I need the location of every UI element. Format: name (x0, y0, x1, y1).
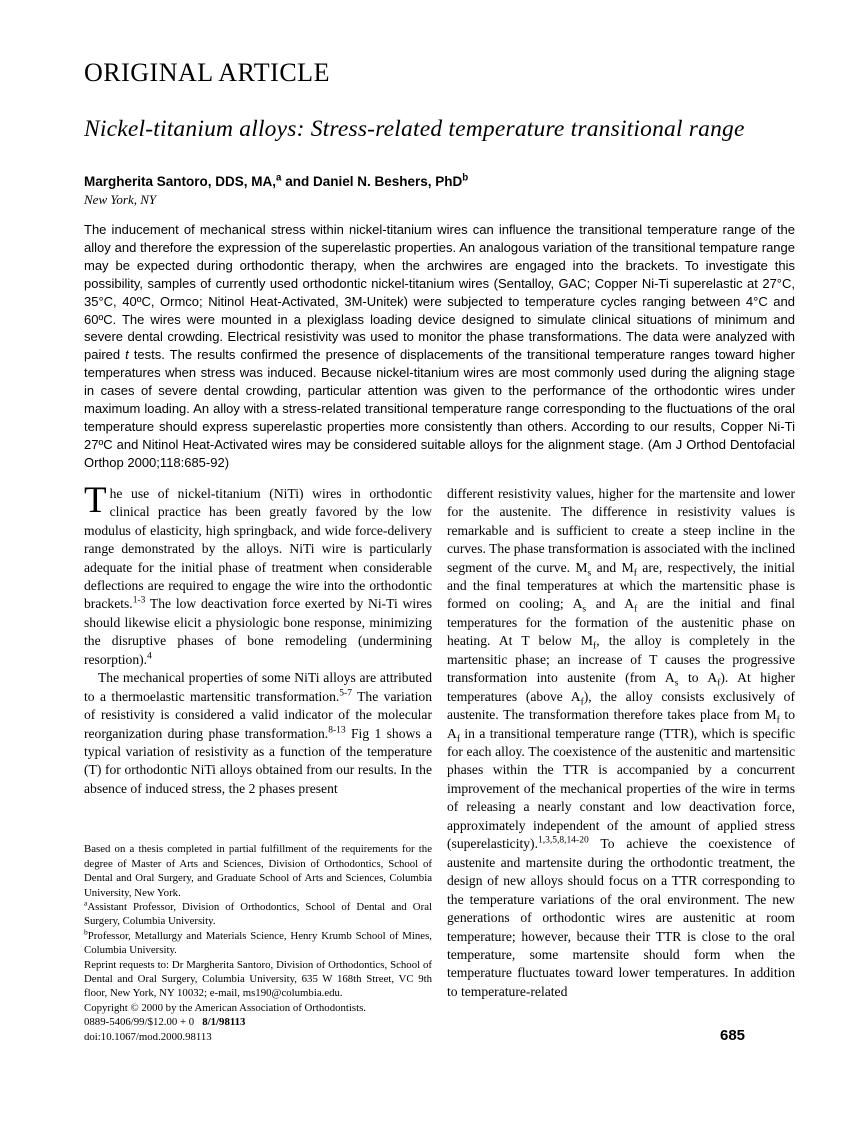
body-paragraph: different resistivity values, higher for the martensite and lower for the austenite. The difference in resistivity values is remarkable and is sufficient to create a steep incline in the curves. The phase transformation is associated with the inclined segment of the curve. $M_s$ and $M_f$ are, respectively, the initial and the final temperatures at which the martensitic phase is formed on cooling; $A_s$ and $A_f$ are the initial and final temperatures for the formation of the austenitic phase on heating. At T below $M_f$, the alloy is completely in the martensitic phase; an increase of T causes the progressive transformation into austenite (from $A_s$ to $A_f$). At higher temperatures (above $A_f$), the alloy consists exclusively of austenite. The transformation therefore takes place from $M_f$ to $A_f$ in a transitional temperature range (TTR), which is specific for each alloy. The coexistence of the austenitic and martensitic phases within the TTR is accompanied by a concurrent improvement of the mechanical properties of the wire in terms of releasing a nearly constant and low deactivation force, approximately independent of the amount of applied stress (superelasticity).$^{1,3,5,8,14-20}$ To achieve the coexistence of austenite and martensite during the orthodontic treatment, the design of new alloys should focus on a TTR corresponding to the temperature variations of the oral environment. The new generations of orthodontic wires are austenitic at room temperature; however, because their TTR is close to the oral temperature, some martensite should form when the temperature fluctuates toward lower temperatures. In addition to temperature-related (447, 485, 796, 999)
author-line: Margherita Santoro, DDS, MA,$^a$ and Daniel N. Beshers, PhD$^b$ (84, 172, 469, 189)
footnote-reprint-requests: Reprint requests to: Dr Margherita Santoro, Division of Orthodontics, School of Dental and Oral Surgery, Columbia University, 635 W 168th Street, VC 9th floor, New York, NY 10032; e-mail, ms190@columbia.edu. (84, 958, 432, 1000)
dropcap-letter: T (84, 479, 107, 521)
body-columns (84, 479, 796, 1044)
abstract-text: The inducement of mechanical stress within nickel-titanium wires can influence the transitional temperature range of the alloy and therefore the expression of the superelastic properties. An analogous variation of the transitional tempature range may be expected during orthodontic therapy, when the archwires are engaged into the brackets. To investigate this possibility, samples of currently used orthodontic nickel-titanium wires (Sentalloy, GAC; Copper Ni-Ti superelastic at 27°C, 35°C, 40ºC, Ormco; Nitinol Heat-Activated, 3M-Unitek) were subjected to temperature cycles ranging between 4°C and 60ºC. The wires were mounted in a plexiglass loading device designed to simulate clinical situations of minimum and severe dental crowding. Electrical resistivity was used to monitor the phase transformations. The data were analyzed with paired t tests. The results confirmed the presence of displacements of the transitional temperature ranges toward higher temperatures when stress was induced. Because nickel-titanium wires are most commonly used during the aligning stage in cases of severe dental crowding, particular attention was given to the performance of the orthodontic wires under maximum loading. An alloy with a stress-related transitional temperature range corresponding to the fluctuations of the oral temperature should express superelastic properties more consistently than others. According to our results, Copper Ni-Ti 27ºC and Nitinol Heat-Activated wires may be considered suitable alloys for the alignment stage. (Am J Orthod Dentofacial Orthop 2000;118:685-92) (84, 222, 796, 470)
footnote-block (84, 842, 432, 1044)
right-column (447, 485, 795, 1044)
footnote-issn-code: 0889-5406/99/$12.00 + 0 8/1/98113 (84, 1016, 246, 1029)
footnote-thesis: Based on a thesis completed in partial fulfillment of the requirements for the degree of Master of Arts and Sciences, Division of Orthodontics, School of Dental and Oral Surgery, and Graduate School of Arts and Sciences, Columbia University, New York. (84, 843, 432, 899)
body-paragraph (84, 479, 432, 670)
body-paragraph: The mechanical properties of some NiTi alloys are attributed to a thermoelastic martensitic transformation.$^{5-7}$ The variation of resistivity is considered a valid indicator of the molecular reorganization during phase transformation.$^{8-13}$ Fig 1 shows a typical variation of resistivity as a function of the temperature (T) for orthodontic NiTi alloys obtained from our results. In the absence of induced stress, the 2 phases present (84, 670, 432, 796)
footnote-doi: doi:10.1067/mod.2000.98113 (84, 1030, 212, 1043)
body-paragraph-text: he use of nickel-titanium (NiTi) wires in orthodontic clinical practice has been greatly favored by the low modulus of elasticity, high springback, and wide force-delivery range demonstrated by the alloys. NiTi wire is particularly adequate for the initial phase of treatment when considerable deflections are required to engage the wire into the orthodontic brackets.$^{1-3}$ The low deactivation force exerted by Ni-Ti wires should likewise elicit a physiologic bone response, minimizing the disruptive phases of bone remodeling (undermining resorption).$^4$ (84, 485, 432, 667)
article-title: Nickel-titanium alloys: Stress-related temperature transitional range (84, 116, 745, 142)
footnote-copyright: Copyright © 2000 by the American Association of Orthodontists. (84, 1001, 366, 1014)
article-type-heading: ORIGINAL ARTICLE (84, 58, 330, 87)
left-column (84, 479, 432, 1044)
page-content (84, 0, 795, 1044)
page-number: 685 (720, 1027, 746, 1044)
footnote-affiliation-a: $^a$Assistant Professor, Division of Orthodontics, School of Dental and Oral Surgery, Columbia University. (84, 898, 432, 928)
footnote-affiliation-b: $^b$Professor, Metallurgy and Materials Science, Henry Krumb School of Mines, Columbia University. (84, 927, 432, 957)
author-location: New York, NY (84, 192, 157, 207)
